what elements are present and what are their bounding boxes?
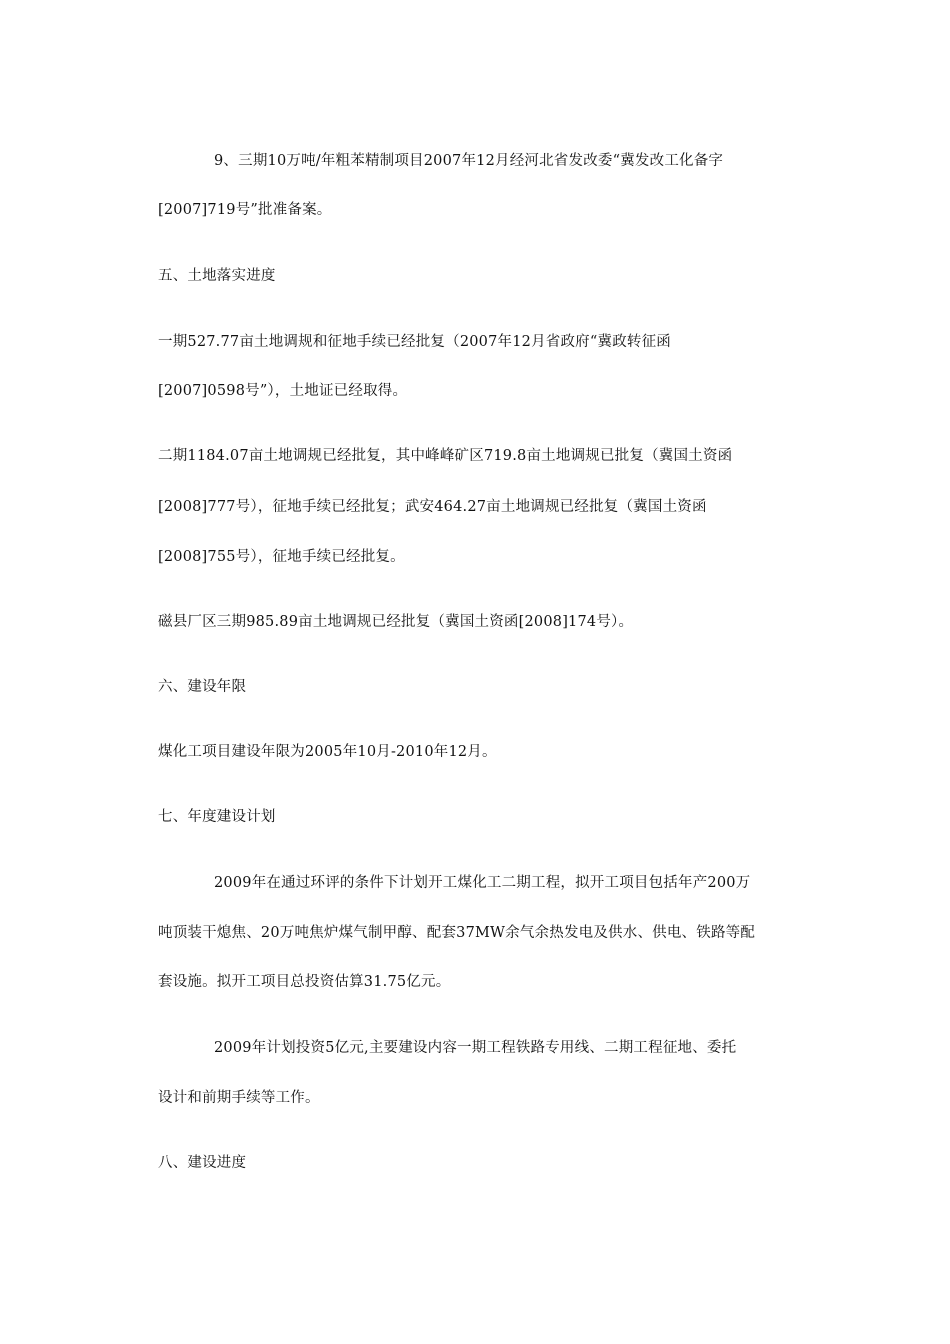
paragraph-line: [2008]777号），征地手续已经批复；武安464.27亩土地调规已经批复（冀国土资函 [158, 499, 707, 515]
paragraph-line: [2007]719号”批准备案。 [158, 202, 332, 218]
section-heading: 八、建设进度 [158, 1155, 247, 1171]
paragraph-line: 一期527.77亩土地调规和征地手续已经批复（2007年12月省政府“冀政转征函 [158, 334, 671, 350]
paragraph-line: 2009年计划投资5亿元,主要建设内容一期工程铁路专用线、二期工程征地、委托 [214, 1040, 737, 1056]
paragraph-line: 煤化工项目建设年限为2005年10月-2010年12月。 [158, 744, 497, 760]
paragraph-line: 9、三期10万吨/年粗苯精制项目2007年12月经河北省发改委“冀发改工化备字 [214, 153, 724, 169]
paragraph-line: [2008]755号），征地手续已经批复。 [158, 549, 405, 565]
section-heading: 六、建设年限 [158, 679, 247, 695]
paragraph-line: 套设施。拟开工项目总投资估算31.75亿元。 [158, 974, 451, 990]
section-heading: 五、土地落实进度 [158, 268, 276, 284]
paragraph-line: 吨顶装干熄焦、20万吨焦炉煤气制甲醇、配套37MW余气余热发电及供水、供电、铁路等配 [158, 925, 756, 941]
paragraph-line: 2009年在通过环评的条件下计划开工煤化工二期工程，拟开工项目包括年产200万 [214, 875, 751, 891]
paragraph-line: [2007]0598号”），土地证已经取得。 [158, 383, 408, 399]
section-heading: 七、年度建设计划 [158, 809, 276, 825]
paragraph-line: 设计和前期手续等工作。 [158, 1090, 320, 1106]
paragraph-line: 二期1184.07亩土地调规已经批复，其中峰峰矿区719.8亩土地调规已批复（冀国土资函 [158, 448, 733, 464]
paragraph-line: 磁县厂区三期985.89亩土地调规已经批复（冀国土资函[2008]174号）。 [158, 614, 634, 630]
